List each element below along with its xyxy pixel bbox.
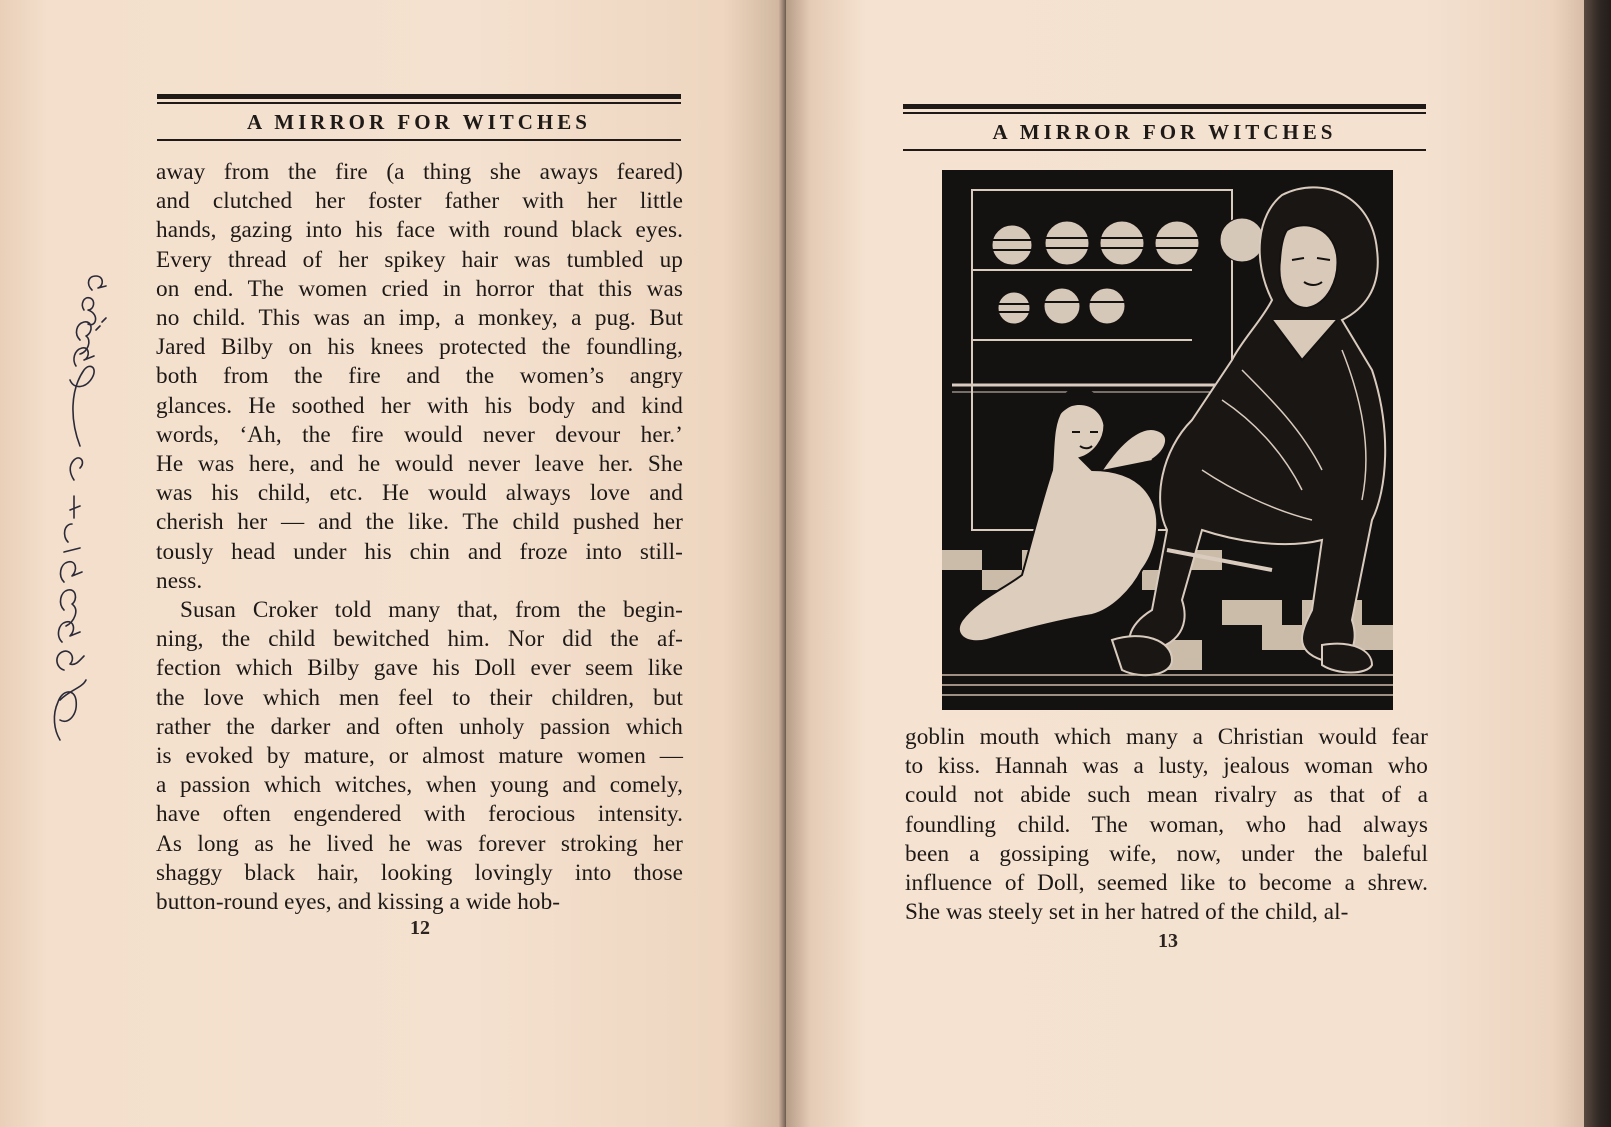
text-line: is evoked by mature, or almost mature women — <box>156 743 683 770</box>
text-line: He was here, and he would never leave her. She <box>156 451 683 478</box>
text-line: She was steely set in her hatred of the child, al- <box>905 899 1349 926</box>
text-line: away from the fire (a thing she aways feared) <box>156 159 683 185</box>
handwritten-inscription <box>40 270 110 750</box>
text-line: could not abide such mean rivalry as that of a <box>905 782 1428 809</box>
text-line: rather the darker and often unholy passion which <box>156 713 683 740</box>
text-line: Every thread of her spikey hair was tumbled up <box>156 246 683 273</box>
running-title: A MIRROR FOR WITCHES <box>247 110 591 134</box>
text-line: a passion which witches, when young and comely, <box>156 772 683 799</box>
left-page <box>0 0 786 1127</box>
text-line: Susan Croker told many that, from the begin- <box>180 597 683 624</box>
text-line: hands, gazing into his face with round black eyes. <box>156 217 683 244</box>
text-line: been a gossiping wife, now, under the baleful <box>905 840 1428 867</box>
page-number: 12 <box>410 917 430 939</box>
left-body-text <box>156 158 683 917</box>
page-number: 13 <box>1158 930 1178 952</box>
woodcut-illustration <box>942 170 1393 710</box>
left-running-head <box>157 94 681 141</box>
text-line: ness. <box>156 567 203 594</box>
text-line: As long as he lived he was forever stroking her <box>156 830 683 857</box>
text-line: foundling child. The woman, who had always <box>905 811 1428 838</box>
right-body-text <box>905 723 1428 927</box>
text-line: was his child, etc. He would always love and <box>156 480 683 507</box>
text-line: influence of Doll, seemed like to become a shrew. <box>905 870 1428 897</box>
text-line: words, ‘Ah, the fire would never devour her.’ <box>156 421 683 448</box>
text-line: Jared Bilby on his knees protected the foundling, <box>156 334 683 361</box>
text-line: tously head under his chin and froze into still- <box>156 538 683 565</box>
text-line: and clutched her foster father with her little <box>156 188 683 215</box>
head-rule-thick <box>157 94 681 99</box>
head-rule-thick <box>903 104 1426 109</box>
text-line: no child. This was an imp, a monkey, a pug. But <box>156 305 683 332</box>
text-line: on end. The women cried in horror that this was <box>156 275 683 302</box>
right-running-head <box>903 104 1426 151</box>
text-line: goblin mouth which many a Christian would fear <box>905 724 1428 750</box>
text-line: fection which Bilby gave his Doll ever seem like <box>156 655 683 682</box>
text-line: the love which men feel to their children, but <box>156 684 683 711</box>
text-line: have often engendered with ferocious intensity. <box>156 801 683 828</box>
head-rule-bottom <box>903 149 1426 151</box>
head-rule-bottom <box>157 139 681 141</box>
text-line: button-round eyes, and kissing a wide hob- <box>156 889 561 916</box>
text-line: both from the fire and the women’s angry <box>156 363 683 390</box>
table-background-edge <box>1584 0 1611 1127</box>
running-title: A MIRROR FOR WITCHES <box>992 120 1337 144</box>
text-line: to kiss. Hannah was a lusty, jealous woman who <box>905 753 1428 780</box>
text-line: glances. He soothed her with his body and kind <box>156 392 683 419</box>
text-line: cherish her — and the like. The child pushed her <box>156 509 683 536</box>
text-line: shaggy black hair, looking lovingly into those <box>156 859 683 886</box>
text-line: ning, the child bewitched him. Nor did the af- <box>156 626 683 653</box>
